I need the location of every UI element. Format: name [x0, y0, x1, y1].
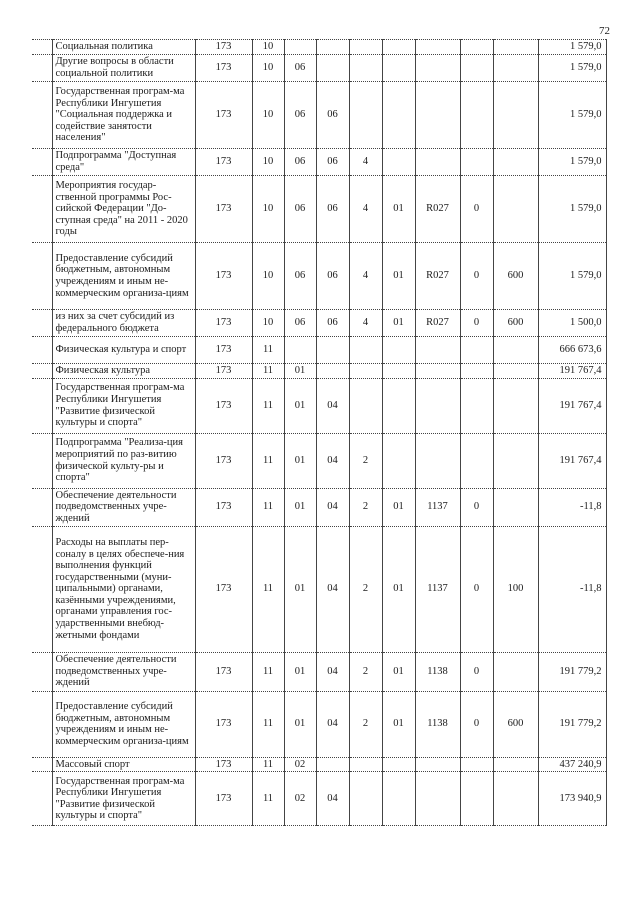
code-cell: 1138 [415, 691, 460, 757]
code-cell: 0 [460, 526, 493, 652]
table-row [32, 433, 606, 488]
row-margin-cell [32, 40, 52, 55]
item-name-cell: Предоставление субсидий бюджетным, автономным учреждениям и иным не-коммерческим организа-циям [52, 691, 195, 757]
code-cell: R027 [415, 176, 460, 243]
item-name-cell: Подпрограмма "Реализа-ция мероприятий по раз-витию физической культу-ры и спорта" [52, 433, 195, 488]
code-cell [382, 433, 415, 488]
row-margin-cell [32, 691, 52, 757]
code-cell [349, 757, 382, 772]
code-cell: 01 [382, 488, 415, 526]
code-cell: 173 [195, 691, 252, 757]
item-name-cell: Государственная програм-ма Республики Ингушетия "Развитие физической культуры и спорта" [52, 378, 195, 433]
code-cell: 06 [284, 82, 316, 149]
code-cell: 11 [252, 364, 284, 379]
code-cell [493, 652, 538, 691]
row-margin-cell [32, 82, 52, 149]
table-row [32, 364, 606, 379]
row-margin-cell [32, 652, 52, 691]
code-cell [284, 40, 316, 55]
code-cell: 02 [284, 757, 316, 772]
table-row [32, 772, 606, 826]
code-cell [493, 337, 538, 364]
code-cell [415, 757, 460, 772]
code-cell [382, 364, 415, 379]
code-cell [460, 40, 493, 55]
table-row [32, 757, 606, 772]
code-cell [493, 488, 538, 526]
code-cell: 11 [252, 652, 284, 691]
item-name-cell: Социальная политика [52, 40, 195, 55]
amount-cell: 191 779,2 [538, 652, 606, 691]
amount-cell: 191 767,4 [538, 433, 606, 488]
amount-cell: 1 579,0 [538, 243, 606, 310]
code-cell [493, 378, 538, 433]
code-cell: 06 [316, 149, 349, 176]
code-cell [460, 149, 493, 176]
code-cell: 01 [382, 652, 415, 691]
code-cell [349, 82, 382, 149]
code-cell [382, 149, 415, 176]
row-margin-cell [32, 55, 52, 82]
table-row [32, 149, 606, 176]
amount-cell: 1 579,0 [538, 55, 606, 82]
code-cell: 173 [195, 652, 252, 691]
code-cell: 0 [460, 310, 493, 337]
code-cell: 173 [195, 364, 252, 379]
amount-cell: -11,8 [538, 488, 606, 526]
code-cell: 173 [195, 337, 252, 364]
code-cell: 10 [252, 310, 284, 337]
code-cell: 173 [195, 243, 252, 310]
code-cell: 173 [195, 757, 252, 772]
code-cell [349, 337, 382, 364]
row-margin-cell [32, 378, 52, 433]
amount-cell: 437 240,9 [538, 757, 606, 772]
code-cell: 06 [284, 55, 316, 82]
row-margin-cell [32, 433, 52, 488]
code-cell: 01 [284, 433, 316, 488]
amount-cell: 666 673,6 [538, 337, 606, 364]
code-cell [349, 55, 382, 82]
code-cell: 0 [460, 691, 493, 757]
code-cell: 2 [349, 526, 382, 652]
code-cell [382, 40, 415, 55]
code-cell: 173 [195, 40, 252, 55]
item-name-cell: Предоставление субсидий бюджетным, автономным учреждениям и иным не-коммерческим организа-циям [52, 243, 195, 310]
row-margin-cell [32, 364, 52, 379]
amount-cell: 1 579,0 [538, 82, 606, 149]
code-cell: 06 [316, 243, 349, 310]
code-cell: 04 [316, 691, 349, 757]
amount-cell: 1 579,0 [538, 40, 606, 55]
code-cell [316, 40, 349, 55]
code-cell [382, 378, 415, 433]
code-cell [316, 337, 349, 364]
code-cell: 01 [284, 691, 316, 757]
row-margin-cell [32, 488, 52, 526]
code-cell [382, 772, 415, 826]
item-name-cell: Подпрограмма "Доступная среда" [52, 149, 195, 176]
code-cell: 100 [493, 526, 538, 652]
code-cell [415, 82, 460, 149]
code-cell: 1137 [415, 526, 460, 652]
code-cell: 01 [284, 526, 316, 652]
item-name-cell: Обеспечение деятельности подведомственных учре-ждений [52, 652, 195, 691]
code-cell: 600 [493, 243, 538, 310]
code-cell: 06 [316, 310, 349, 337]
code-cell [415, 55, 460, 82]
item-name-cell: Физическая культура [52, 364, 195, 379]
row-margin-cell [32, 757, 52, 772]
code-cell: 173 [195, 176, 252, 243]
code-cell [316, 757, 349, 772]
code-cell: 173 [195, 378, 252, 433]
code-cell: 11 [252, 772, 284, 826]
amount-cell: -11,8 [538, 526, 606, 652]
code-cell [415, 378, 460, 433]
table-row [32, 652, 606, 691]
code-cell: 2 [349, 652, 382, 691]
code-cell: 04 [316, 652, 349, 691]
code-cell [415, 433, 460, 488]
row-margin-cell [32, 526, 52, 652]
code-cell: 01 [382, 176, 415, 243]
code-cell: 4 [349, 176, 382, 243]
table-row [32, 526, 606, 652]
item-name-cell: Физическая культура и спорт [52, 337, 195, 364]
code-cell: 4 [349, 149, 382, 176]
code-cell [415, 364, 460, 379]
code-cell: 10 [252, 243, 284, 310]
row-margin-cell [32, 310, 52, 337]
table-body [32, 40, 606, 826]
item-name-cell: Мероприятия государ-ственной программы Рос-сийской Федерации "До-ступная среда" на 2011 - 2020 годы [52, 176, 195, 243]
code-cell: R027 [415, 310, 460, 337]
code-cell: 0 [460, 243, 493, 310]
code-cell: 11 [252, 378, 284, 433]
code-cell [460, 337, 493, 364]
code-cell: 2 [349, 433, 382, 488]
code-cell: 06 [316, 82, 349, 149]
code-cell: 04 [316, 772, 349, 826]
code-cell: 04 [316, 433, 349, 488]
code-cell: 10 [252, 55, 284, 82]
code-cell: 01 [382, 526, 415, 652]
amount-cell: 173 940,9 [538, 772, 606, 826]
row-margin-cell [32, 149, 52, 176]
code-cell: 04 [316, 526, 349, 652]
row-margin-cell [32, 772, 52, 826]
amount-cell: 191 767,4 [538, 364, 606, 379]
code-cell: 11 [252, 757, 284, 772]
code-cell [316, 55, 349, 82]
code-cell: 0 [460, 652, 493, 691]
code-cell [349, 40, 382, 55]
row-margin-cell [32, 337, 52, 364]
code-cell: 01 [284, 652, 316, 691]
table-row [32, 310, 606, 337]
code-cell: 600 [493, 691, 538, 757]
item-name-cell: из них за счет субсидий из федерального бюджета [52, 310, 195, 337]
table-row [32, 378, 606, 433]
row-margin-cell [32, 243, 52, 310]
code-cell [382, 757, 415, 772]
code-cell [493, 82, 538, 149]
code-cell [493, 772, 538, 826]
code-cell [415, 40, 460, 55]
code-cell: R027 [415, 243, 460, 310]
amount-cell: 1 579,0 [538, 149, 606, 176]
amount-cell: 191 767,4 [538, 378, 606, 433]
table-row [32, 488, 606, 526]
code-cell: 1137 [415, 488, 460, 526]
code-cell: 173 [195, 149, 252, 176]
amount-cell: 191 779,2 [538, 691, 606, 757]
code-cell: 04 [316, 488, 349, 526]
code-cell [460, 433, 493, 488]
code-cell [415, 337, 460, 364]
code-cell: 06 [284, 243, 316, 310]
amount-cell: 1 579,0 [538, 176, 606, 243]
code-cell [415, 149, 460, 176]
code-cell [493, 433, 538, 488]
table-row [32, 55, 606, 82]
code-cell: 173 [195, 310, 252, 337]
code-cell: 01 [284, 488, 316, 526]
code-cell: 173 [195, 433, 252, 488]
code-cell: 4 [349, 310, 382, 337]
code-cell: 11 [252, 691, 284, 757]
code-cell: 06 [284, 176, 316, 243]
code-cell: 01 [382, 310, 415, 337]
code-cell: 11 [252, 488, 284, 526]
table-row [32, 176, 606, 243]
code-cell: 11 [252, 433, 284, 488]
code-cell [460, 757, 493, 772]
item-name-cell: Государственная програм-ма Республики Ингушетия "Развитие физической культуры и спорта" [52, 772, 195, 826]
code-cell: 11 [252, 337, 284, 364]
code-cell: 2 [349, 488, 382, 526]
code-cell [382, 55, 415, 82]
code-cell [349, 378, 382, 433]
code-cell [460, 364, 493, 379]
code-cell: 06 [284, 149, 316, 176]
code-cell [415, 772, 460, 826]
code-cell [349, 772, 382, 826]
table-row [32, 243, 606, 310]
code-cell: 173 [195, 488, 252, 526]
code-cell [493, 40, 538, 55]
code-cell [493, 757, 538, 772]
code-cell: 173 [195, 772, 252, 826]
code-cell: 173 [195, 526, 252, 652]
code-cell: 0 [460, 488, 493, 526]
code-cell: 10 [252, 149, 284, 176]
code-cell [460, 772, 493, 826]
code-cell: 10 [252, 176, 284, 243]
code-cell: 01 [284, 364, 316, 379]
code-cell [284, 337, 316, 364]
code-cell: 2 [349, 691, 382, 757]
code-cell [460, 82, 493, 149]
code-cell: 10 [252, 40, 284, 55]
item-name-cell: Государственная програм-ма Республики Ингушетия "Социальная поддержка и содействие занятости населения" [52, 82, 195, 149]
code-cell [316, 364, 349, 379]
code-cell [382, 337, 415, 364]
code-cell [493, 149, 538, 176]
table-row [32, 691, 606, 757]
code-cell: 01 [382, 691, 415, 757]
item-name-cell: Расходы на выплаты пер-соналу в целях обеспече-ния выполнения функций государственными (муни-ципальными) органами, казёнными учреждениями, органами управления гос-ударственными внебюд-жетными фондами [52, 526, 195, 652]
table-row [32, 337, 606, 364]
budget-table [32, 39, 607, 826]
code-cell: 02 [284, 772, 316, 826]
table-row [32, 82, 606, 149]
amount-cell: 1 500,0 [538, 310, 606, 337]
code-cell: 11 [252, 526, 284, 652]
code-cell: 4 [349, 243, 382, 310]
code-cell: 173 [195, 82, 252, 149]
code-cell [493, 55, 538, 82]
code-cell: 06 [316, 176, 349, 243]
code-cell [349, 364, 382, 379]
code-cell: 600 [493, 310, 538, 337]
code-cell: 01 [284, 378, 316, 433]
code-cell [382, 82, 415, 149]
code-cell [493, 364, 538, 379]
page-number: 72 [599, 25, 610, 37]
code-cell: 01 [382, 243, 415, 310]
code-cell [460, 55, 493, 82]
item-name-cell: Массовый спорт [52, 757, 195, 772]
code-cell: 1138 [415, 652, 460, 691]
item-name-cell: Обеспечение деятельности подведомственных учре-ждений [52, 488, 195, 526]
code-cell: 06 [284, 310, 316, 337]
code-cell [493, 176, 538, 243]
code-cell [460, 378, 493, 433]
item-name-cell: Другие вопросы в области социальной политики [52, 55, 195, 82]
code-cell: 10 [252, 82, 284, 149]
row-margin-cell [32, 176, 52, 243]
table-row [32, 40, 606, 55]
code-cell: 173 [195, 55, 252, 82]
code-cell: 0 [460, 176, 493, 243]
code-cell: 04 [316, 378, 349, 433]
